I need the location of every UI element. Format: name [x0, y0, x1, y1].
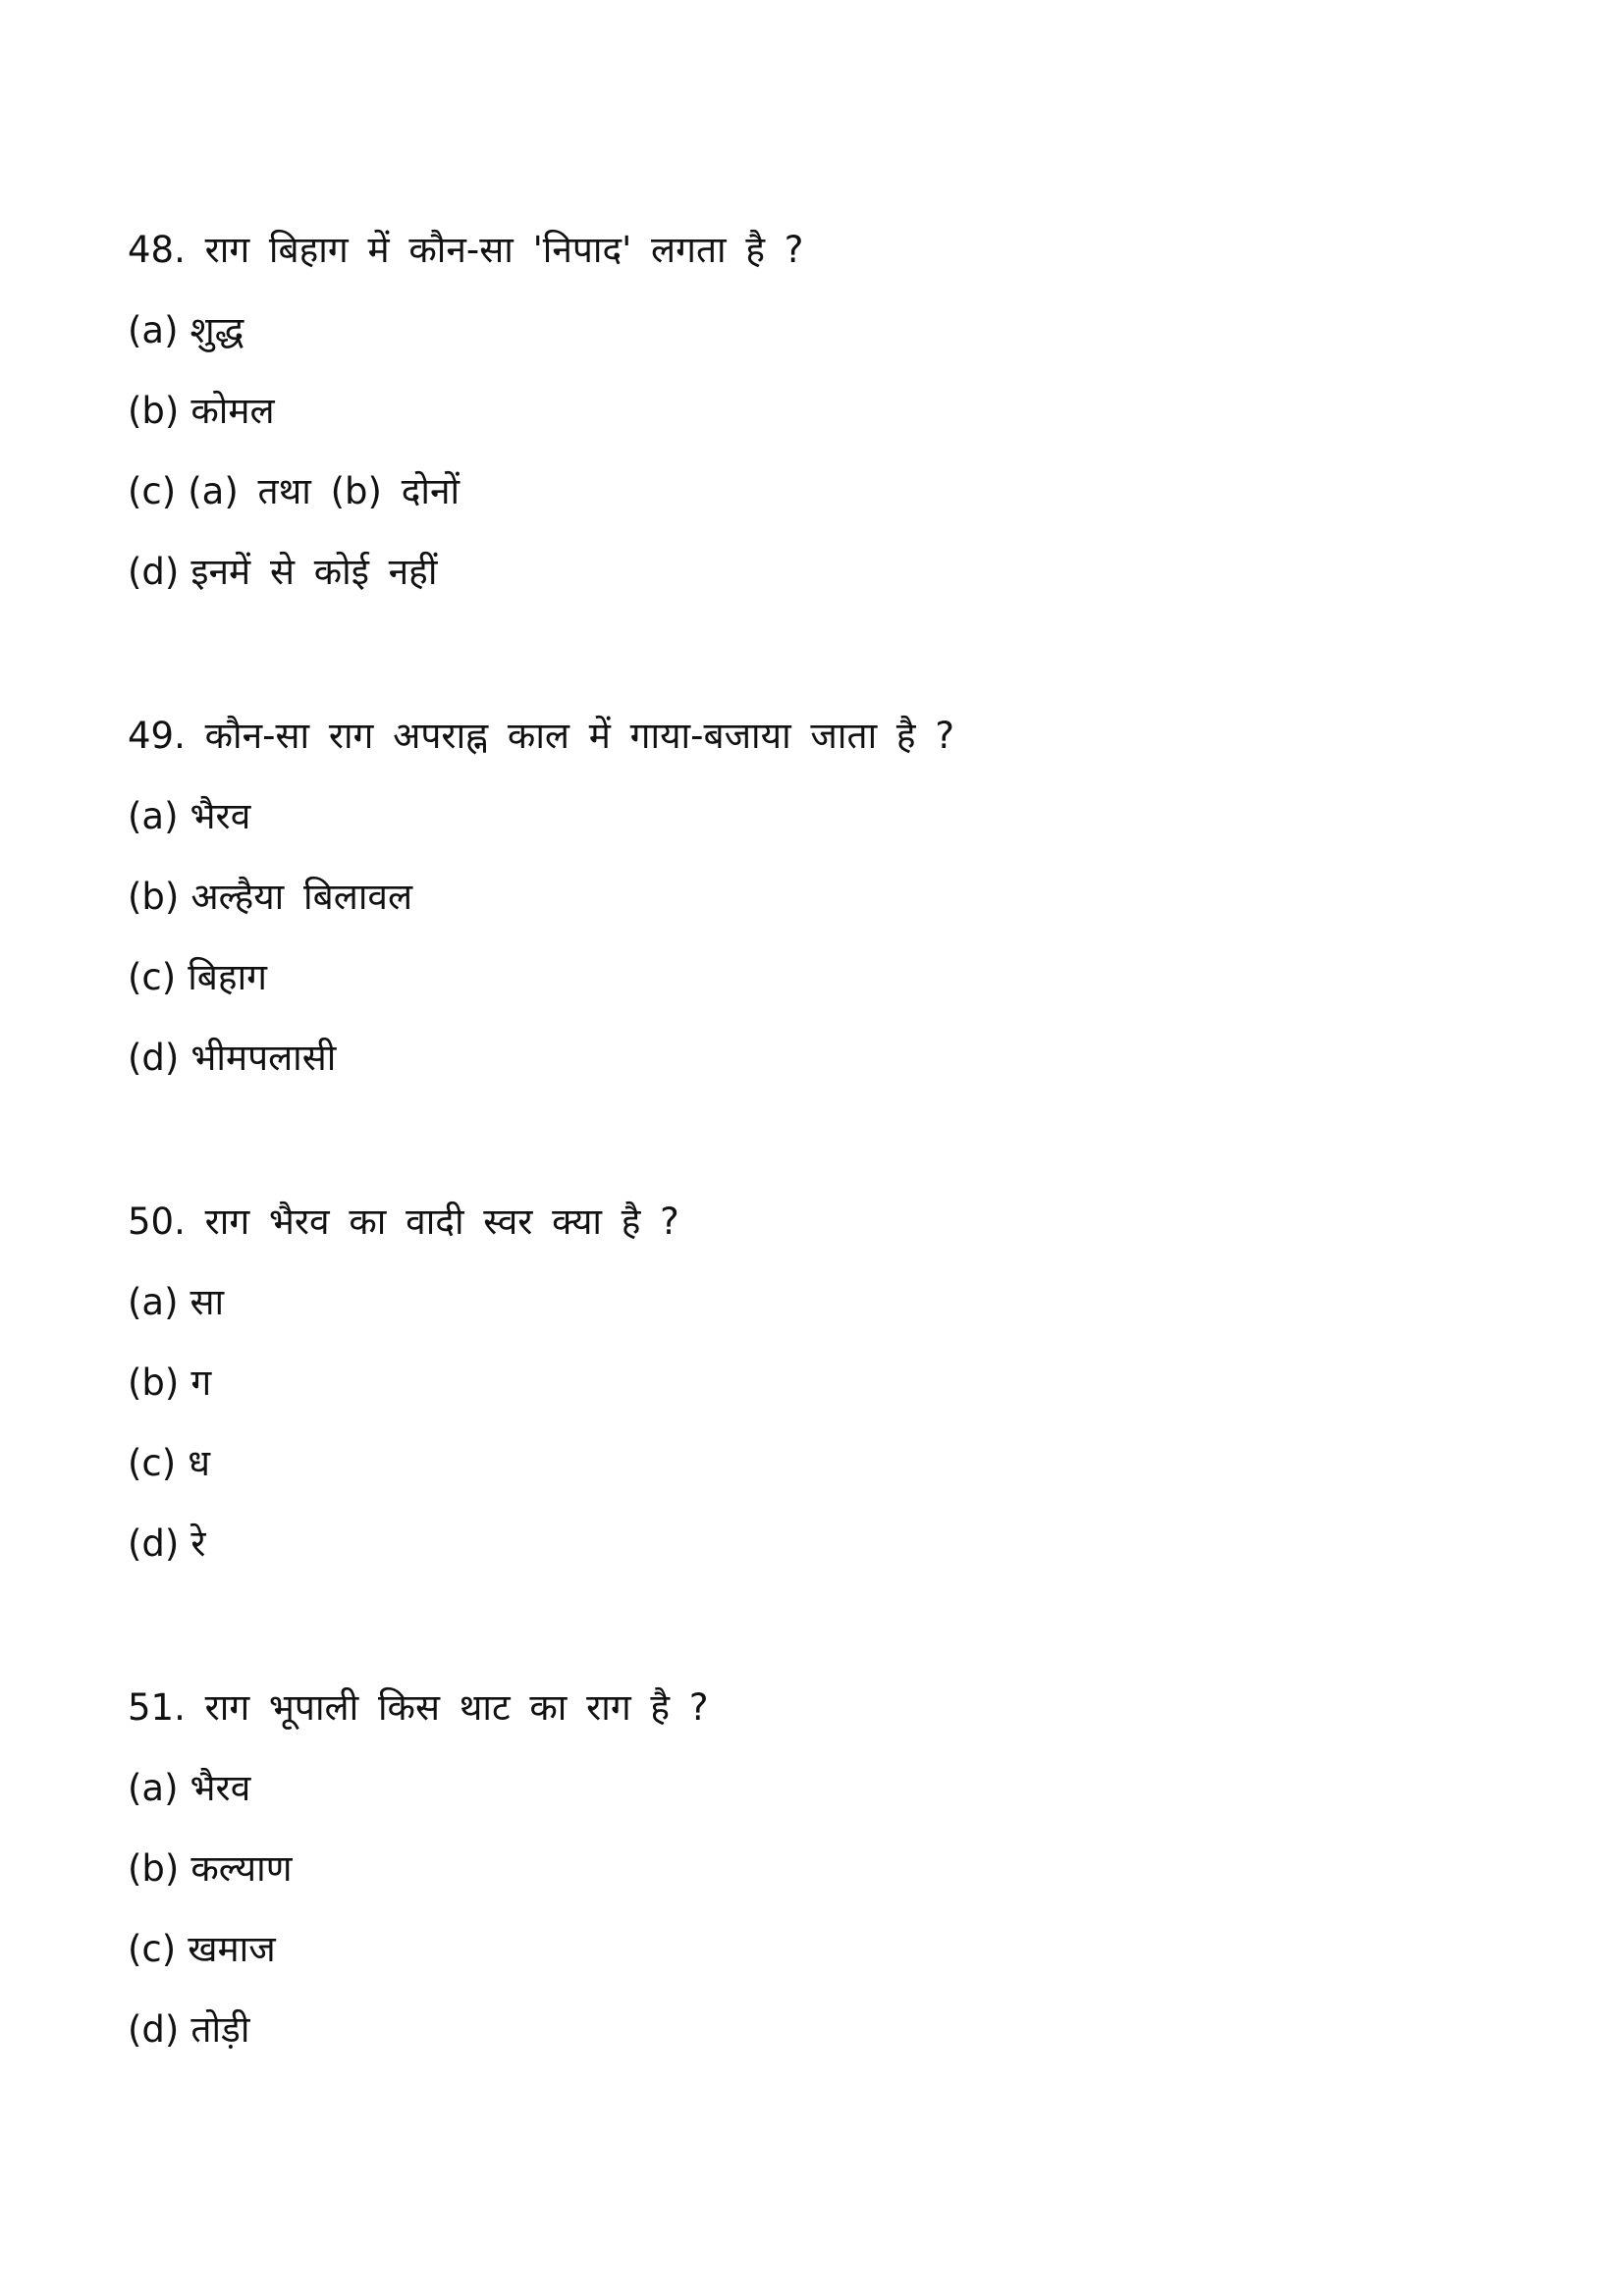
option-c — [128, 953, 1502, 1002]
option-text: तोड़ी — [190, 2008, 250, 2051]
option-label: (a) — [128, 1767, 179, 1809]
option-label: (c) — [128, 1928, 177, 1970]
question-text: 48. राग बिहाग में कौन-सा 'निपाद' लगता है ? — [128, 229, 804, 271]
option-a — [128, 1764, 1502, 1813]
option-b — [128, 873, 1502, 922]
option-text: खमाज — [188, 1928, 276, 1970]
option-label: (c) — [128, 470, 177, 512]
option-text: ग — [190, 1362, 212, 1404]
option-a — [128, 1278, 1502, 1327]
option-label: (b) — [128, 876, 180, 918]
option-d — [128, 548, 1502, 597]
option-label: (a) — [128, 795, 179, 837]
question-48 — [128, 226, 1502, 597]
option-label: (d) — [128, 1522, 180, 1565]
option-d — [128, 1034, 1502, 1083]
option-c — [128, 1925, 1502, 1974]
option-b — [128, 1844, 1502, 1894]
option-label: (d) — [128, 2008, 180, 2051]
option-text: ध — [188, 1442, 210, 1484]
option-text: सा — [189, 1281, 225, 1323]
option-label: (b) — [128, 1362, 180, 1404]
question-text: 51. राग भूपाली किस थाट का राग है ? — [128, 1686, 709, 1729]
option-c — [128, 1439, 1502, 1488]
option-label: (a) — [128, 1281, 179, 1323]
option-text: अल्हैया बिलावल — [190, 876, 413, 918]
option-label: (a) — [128, 309, 179, 351]
option-text: भैरव — [189, 1767, 251, 1809]
option-text: भीमपलासी — [190, 1037, 337, 1079]
option-text: कल्याण — [190, 1847, 293, 1890]
option-a — [128, 792, 1502, 841]
option-text: कोमल — [190, 390, 275, 432]
question-49 — [128, 712, 1502, 1083]
option-label: (b) — [128, 390, 180, 432]
option-text: शुद्ध — [189, 309, 244, 351]
option-label: (b) — [128, 1847, 180, 1890]
question-text: 49. कौन-सा राग अपराह्न काल में गाया-बजाया जाता है ? — [128, 715, 954, 757]
option-d — [128, 1520, 1502, 1569]
option-text: (a) तथा (b) दोनों — [188, 470, 460, 512]
option-a — [128, 306, 1502, 355]
option-text: बिहाग — [188, 956, 267, 998]
question-50 — [128, 1198, 1502, 1569]
option-b — [128, 1359, 1502, 1408]
option-label: (c) — [128, 1442, 177, 1484]
option-label: (c) — [128, 956, 177, 998]
option-d — [128, 2005, 1502, 2055]
question-51 — [128, 1683, 1502, 2055]
option-c — [128, 467, 1502, 516]
option-label: (d) — [128, 1037, 180, 1079]
option-label: (d) — [128, 551, 180, 593]
option-text: रे — [190, 1522, 206, 1565]
question-text: 50. राग भैरव का वादी स्वर क्या है ? — [128, 1201, 679, 1243]
option-text: इनमें से कोई नहीं — [190, 551, 438, 593]
option-text: भैरव — [189, 795, 251, 837]
option-b — [128, 387, 1502, 436]
